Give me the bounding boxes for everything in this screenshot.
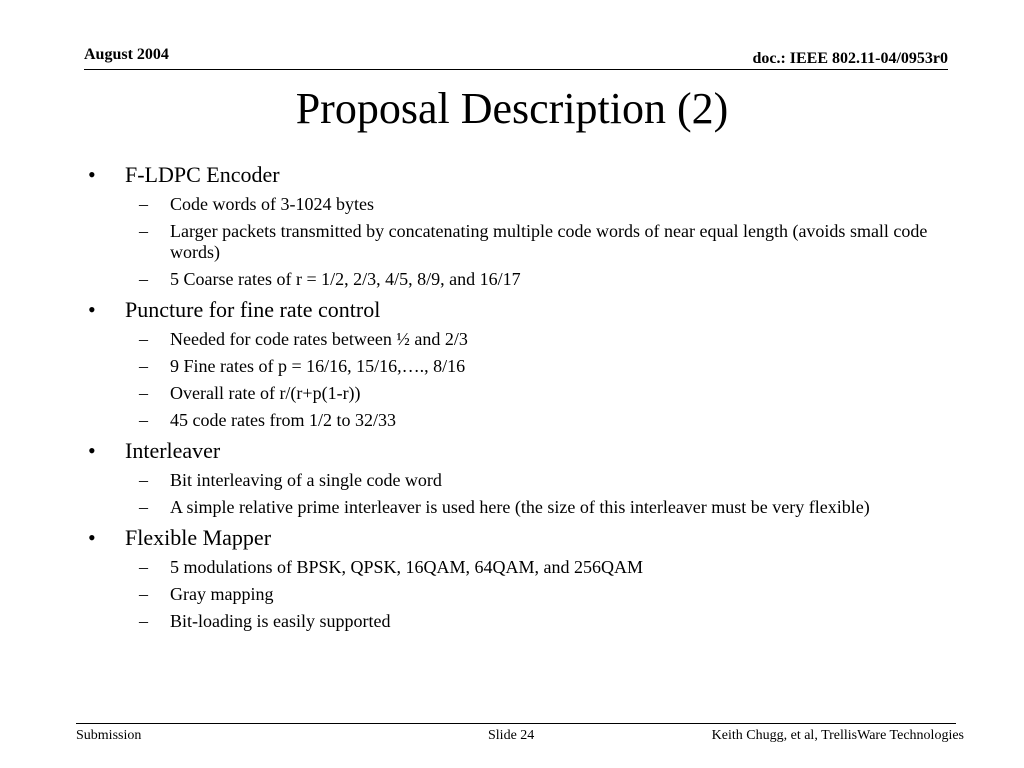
sub-bullet [84,470,954,491]
dash-marker: – [139,557,148,577]
bullet-marker: • [88,438,96,463]
dash-marker: – [139,611,148,631]
bullet-marker: • [88,297,96,322]
sub-bullet-text: Bit-loading is easily supported [170,611,391,631]
slide-title: Proposal Description (2) [295,84,729,133]
bullet-marker: • [88,162,96,187]
dash-marker: – [139,410,148,430]
dash-marker: – [139,584,148,604]
footer-divider [76,723,956,724]
bullet-text: F-LDPC Encoder [125,162,280,187]
bullet-interleaver [84,437,954,464]
sub-bullet-text: 9 Fine rates of p = 16/16, 15/16,…., 8/16 [170,356,466,376]
sub-bullet [84,329,954,350]
header-divider [84,69,948,70]
sub-bullet [84,269,954,290]
dash-marker: – [139,383,148,403]
bullet-flexible-mapper [84,524,954,551]
sub-bullet-text: Bit interleaving of a single code word [170,470,442,490]
sub-bullet [84,194,954,215]
bullet-text: Interleaver [125,438,221,463]
sub-bullet [84,584,954,605]
bullet-f-ldpc-encoder [84,161,954,188]
sub-bullet-text: Needed for code rates between ½ and 2/3 [170,329,468,349]
sub-bullet-text: 45 code rates from 1/2 to 32/33 [170,410,396,430]
bullet-text: Puncture for fine rate control [125,297,381,322]
dash-marker: – [139,194,148,214]
sub-bullet [84,356,954,377]
sub-bullet-text: Larger packets transmitted by concatenating multiple code words of near equal length (avoids small code words) [170,221,928,262]
slide-content [84,155,954,632]
bullet-puncture [84,296,954,323]
footer-author: Keith Chugg, et al, TrellisWare Technologies [711,728,964,743]
sub-bullet [84,383,954,404]
sub-bullet-text: 5 Coarse rates of r = 1/2, 2/3, 4/5, 8/9, and 16/17 [170,269,521,289]
sub-bullet [84,611,954,632]
dash-marker: – [139,470,148,490]
sub-bullet-text: Gray mapping [170,584,274,604]
sub-bullet-text: Code words of 3-1024 bytes [170,194,374,214]
header-date: August 2004 [84,46,169,63]
sub-bullet-text: Overall rate of r/(r+p(1-r)) [170,383,361,403]
bullet-marker: • [88,525,96,550]
dash-marker: – [139,329,148,349]
sub-bullet-text: 5 modulations of BPSK, QPSK, 16QAM, 64QAM, and 256QAM [170,557,644,577]
dash-marker: – [139,269,148,289]
dash-marker: – [139,497,148,517]
sub-bullet [84,410,954,431]
sub-bullet [84,557,954,578]
sub-bullet [84,221,954,263]
sub-bullet [84,497,954,518]
footer-submission: Submission [76,728,142,743]
bullet-text: Flexible Mapper [125,525,272,550]
dash-marker: – [139,356,148,376]
dash-marker: – [139,221,148,241]
header-doc-id: doc.: IEEE 802.11-04/0953r0 [752,50,948,67]
sub-bullet-text: A simple relative prime interleaver is used here (the size of this interleaver must be very flexible) [170,497,870,517]
footer-slide-number: Slide 24 [488,728,535,743]
